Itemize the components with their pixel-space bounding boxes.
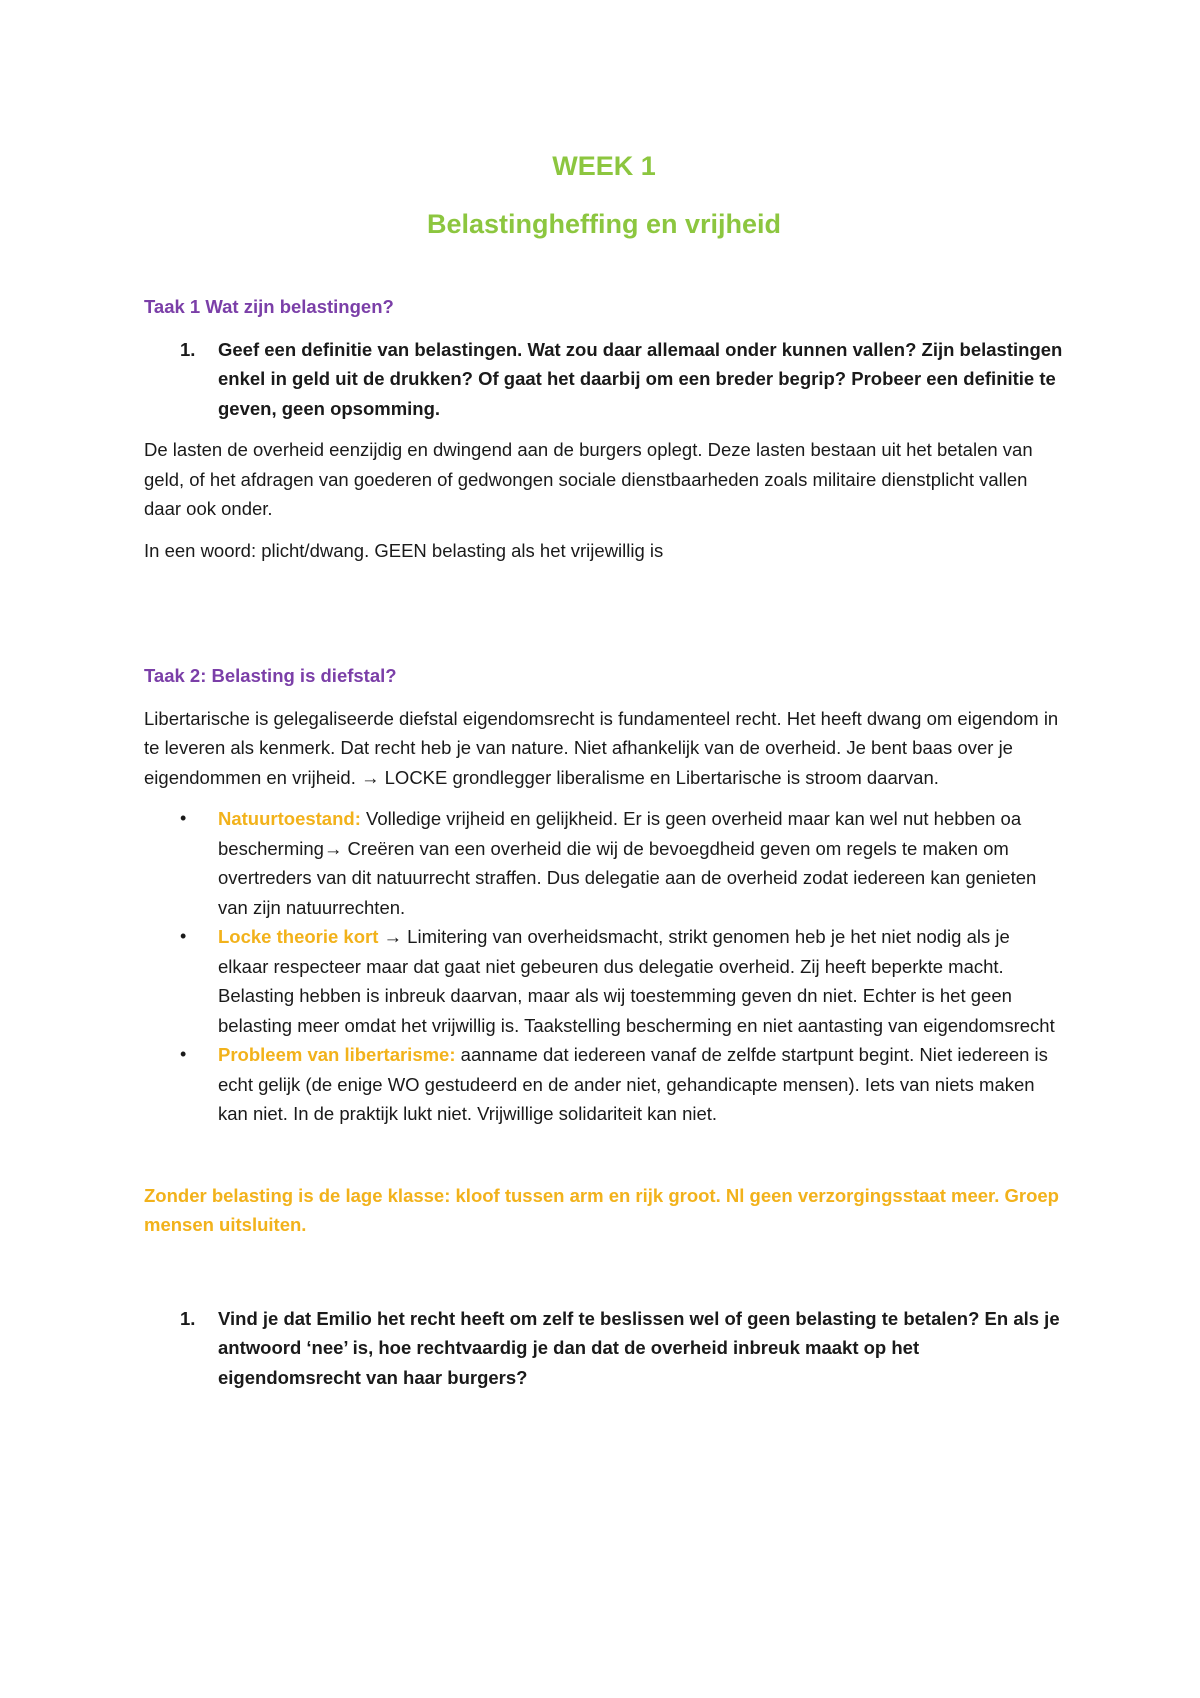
task2-heading: Taak 2: Belasting is diefstal? bbox=[144, 665, 397, 686]
bullet-dot-icon: • bbox=[180, 1044, 187, 1064]
task2-intro-part1: Libertarische is gelegaliseerde diefstal eigendomsrecht is fundamenteel recht. Het heeft dwang om eigendom in te leveren als kenmerk. Dat recht heb je van nature. Niet afhankelijk van de overheid. Je bent baas over je eigendommen en vrijheid. bbox=[144, 707, 1059, 788]
bullet-text bbox=[218, 1040, 1064, 1129]
bullet-text-part-a: aanname dat iedereen vanaf de zelfde startpunt begint. Niet iedereen is echt gelijk (de enige WO gestudeerd en de ander niet, gehandicapte mensen). Iets van niets maken kan niet. In de praktijk lukt niet. Vrijwillige solidariteit kan niet. bbox=[218, 1044, 1048, 1124]
arrow-right-icon: → bbox=[383, 926, 403, 947]
task2-intro-part2: LOCKE grondlegger liberalisme en Libertarische is stroom daarvan. bbox=[379, 766, 939, 788]
task2-conclusion: Zonder belasting is de lage klasse: kloof tussen arm en rijk groot. Nl geen verzorgingsstaat meer. Groep mensen uitsluiten. bbox=[144, 1184, 1059, 1235]
bullet-keyword: Locke theorie kort bbox=[218, 926, 379, 947]
list-item bbox=[144, 922, 1064, 1040]
task2-question-text: Vind je dat Emilio het recht heeft om zelf te beslissen wel of geen belasting te betalen? En als je antwoord ‘nee’ is, hoe rechtvaardig je dan dat de overheid inbreuk maakt op het eigendomsrecht van haar burgers? bbox=[218, 1307, 1060, 1388]
bullet-text bbox=[218, 922, 1064, 1040]
task1-answer-paragraph-1: De lasten de overheid eenzijdig en dwingend aan de burgers oplegt. Deze lasten bestaan uit het betalen van geld, of het afdragen van goederen of gedwongen sociale dienstbaarheden zoals militaire dienstplicht vallen daar ook onder. bbox=[144, 439, 1033, 519]
bullet-keyword: Natuurtoestand: bbox=[218, 808, 361, 829]
arrow-right-icon: → bbox=[323, 837, 343, 859]
task2-question bbox=[144, 1304, 1064, 1393]
bullet-dot-icon: • bbox=[180, 808, 187, 828]
task1-question-text: Geef een definitie van belastingen. Wat zou daar allemaal onder kunnen vallen? Zijn belastingen enkel in geld uit de drukken? Of gaat het daarbij om een breder begrip? Probeer een definitie te geven, geen opsomming. bbox=[218, 338, 1063, 419]
bullet-text-part-a: Volledige vrijheid en gelijkheid. Er is geen overheid maar kan wel nut hebben oa bescherming bbox=[218, 808, 1022, 859]
task1-question-number: 1. bbox=[180, 338, 196, 360]
task2-intro-paragraph bbox=[144, 704, 1064, 793]
week-title: WEEK 1 bbox=[552, 151, 656, 181]
bullet-text-part-b: Creëren van een overheid die wij de bevoegdheid geven om regels te maken om overtreders van dit natuurrecht straffen. Dus delegatie aan de overheid zodat iedereen kan genieten van zijn natuurrechten. bbox=[218, 837, 1037, 918]
list-item bbox=[144, 1040, 1064, 1129]
bullet-text-part-b: Limitering van overheidsmacht, strikt genomen heb je het niet nodig als je elkaar respecteer maar dat gaat niet gebeuren dus delegatie overheid. Zij heeft beperkte macht. Belasting hebben is inbreuk daarvan, maar als wij toestemming geven dn niet. Echter is het geen belasting meer omdat het vrijwillig is. Taakstelling bescherming en niet aantasting van eigendomsrecht bbox=[218, 926, 1055, 1036]
arrow-right-icon: → bbox=[361, 766, 380, 788]
task1-question bbox=[144, 335, 1064, 424]
task1-answer-paragraph-2: In een woord: plicht/dwang. GEEN belasting als het vrijewillig is bbox=[144, 539, 664, 561]
document-content bbox=[144, 146, 1064, 1392]
task1-heading: Taak 1 Wat zijn belastingen? bbox=[144, 296, 394, 317]
task2-question-number: 1. bbox=[180, 1307, 196, 1329]
list-item bbox=[144, 804, 1064, 922]
bullet-dot-icon: • bbox=[180, 926, 187, 946]
bullet-text bbox=[218, 804, 1064, 922]
bullet-keyword: Probleem van libertarisme: bbox=[218, 1044, 456, 1065]
task2-bullet-list bbox=[144, 804, 1064, 1129]
document-subtitle: Belastingheffing en vrijheid bbox=[426, 209, 782, 239]
